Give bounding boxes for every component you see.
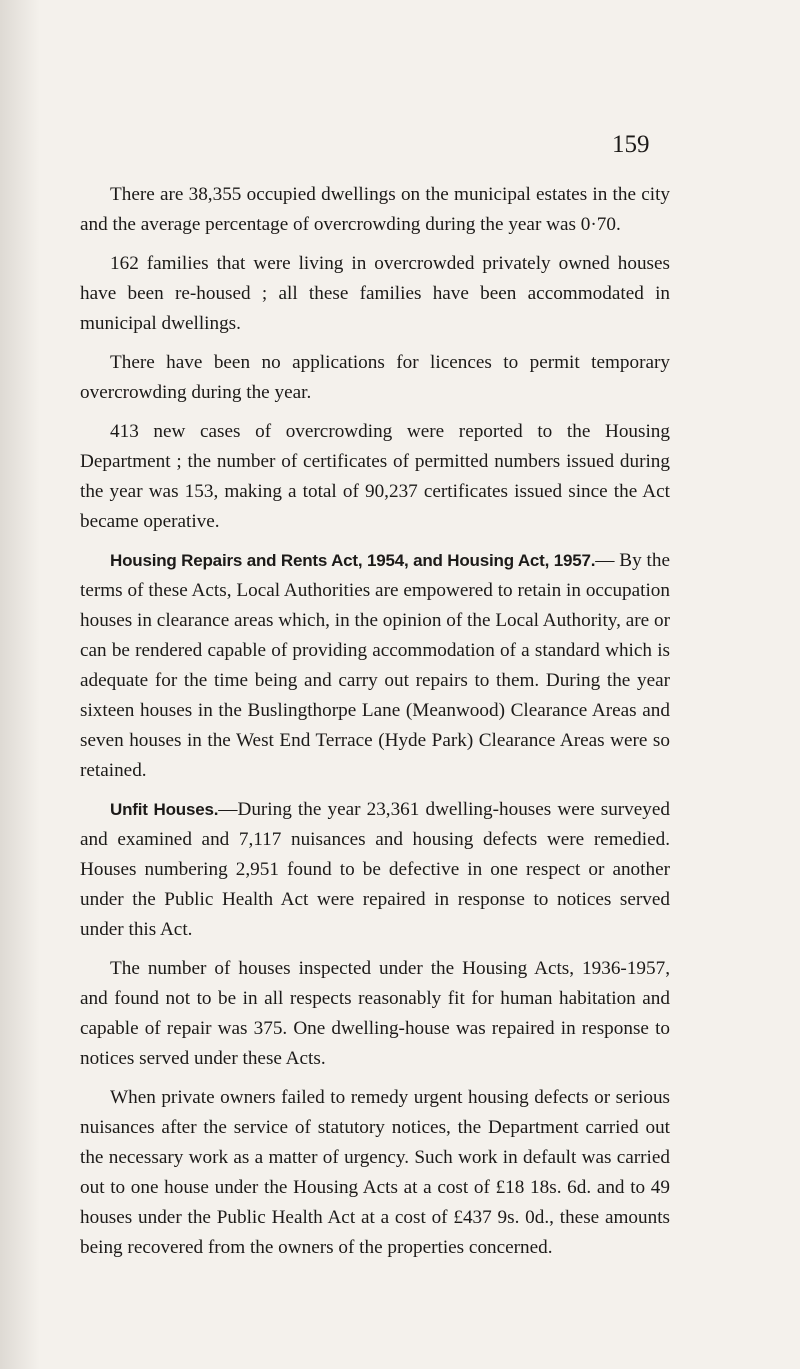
- paragraph-text: —During the year 23,361 dwelling-houses were surveyed and examined and 7,117 nuisances and housing defects were remedied. Houses numbering 2,951 found to be defective in one respect or another under the Public Health Act were repaired in response to notices served under this Act.: [80, 799, 670, 940]
- paragraph-text: There are 38,355 occupied dwellings on the municipal estates in the city and the average percentage of overcrowding during the year was 0·70.: [80, 184, 670, 235]
- paragraph-text: 162 families that were living in overcrowded privately owned houses have been re-housed ; all these families have been accommodated in municipal dwellings.: [80, 253, 670, 334]
- paragraph-new-cases: [80, 417, 670, 537]
- paragraph-unfit-houses: [80, 795, 670, 945]
- paragraph-rehoused-families: [80, 249, 670, 339]
- paragraph-text: The number of houses inspected under the Housing Acts, 1936-1957, and found not to be in all respects reasonably fit for human habitation and capable of repair was 375. One dwelling-house was repaired in response to notices served under these Acts.: [80, 958, 670, 1069]
- paragraph-text: There have been no applications for licences to permit temporary overcrowding during the year.: [80, 352, 670, 403]
- paragraph-housing-repairs-act: [80, 546, 670, 786]
- paragraph-houses-inspected: [80, 954, 670, 1074]
- paragraph-occupied-dwellings: [80, 180, 670, 240]
- section-heading-unfit-houses: Unfit Houses.: [110, 800, 219, 819]
- page-number: 159: [612, 131, 650, 158]
- paragraph-text: 413 new cases of overcrowding were reported to the Housing Department ; the number of certificates of permitted numbers issued during the year was 153, making a total of 90,237 certificates issued since the Act became operative.: [80, 421, 670, 532]
- paragraph-licences: [80, 348, 670, 408]
- paragraph-work-in-default: [80, 1083, 670, 1263]
- section-heading-housing-repairs: Housing Repairs and Rents Act, 1954, and Housing Act, 1957.: [110, 551, 596, 570]
- binding-shadow: [0, 0, 40, 1369]
- paragraph-text: When private owners failed to remedy urgent housing defects or serious nuisances after the service of statutory notices, the Department carried out the necessary work as a matter of urgency. Such work in default was carried out to one house under the Housing Acts at a cost of £18 18s. 6d. and to 49 houses under the Public Health Act at a cost of £437 9s. 0d., these amounts being recovered from the owners of the properties concerned.: [80, 1087, 670, 1258]
- body-text: [80, 180, 670, 1272]
- paragraph-text: — By the terms of these Acts, Local Authorities are empowered to retain in occupation houses in clearance areas which, in the opinion of the Local Authority, are or can be rendered capable of providing accommodation of a standard which is adequate for the time being and carry out repairs to them. During the year sixteen houses in the Buslingthorpe Lane (Meanwood) Clearance Areas and seven houses in the West End Terrace (Hyde Park) Clearance Areas were so retained.: [80, 550, 670, 781]
